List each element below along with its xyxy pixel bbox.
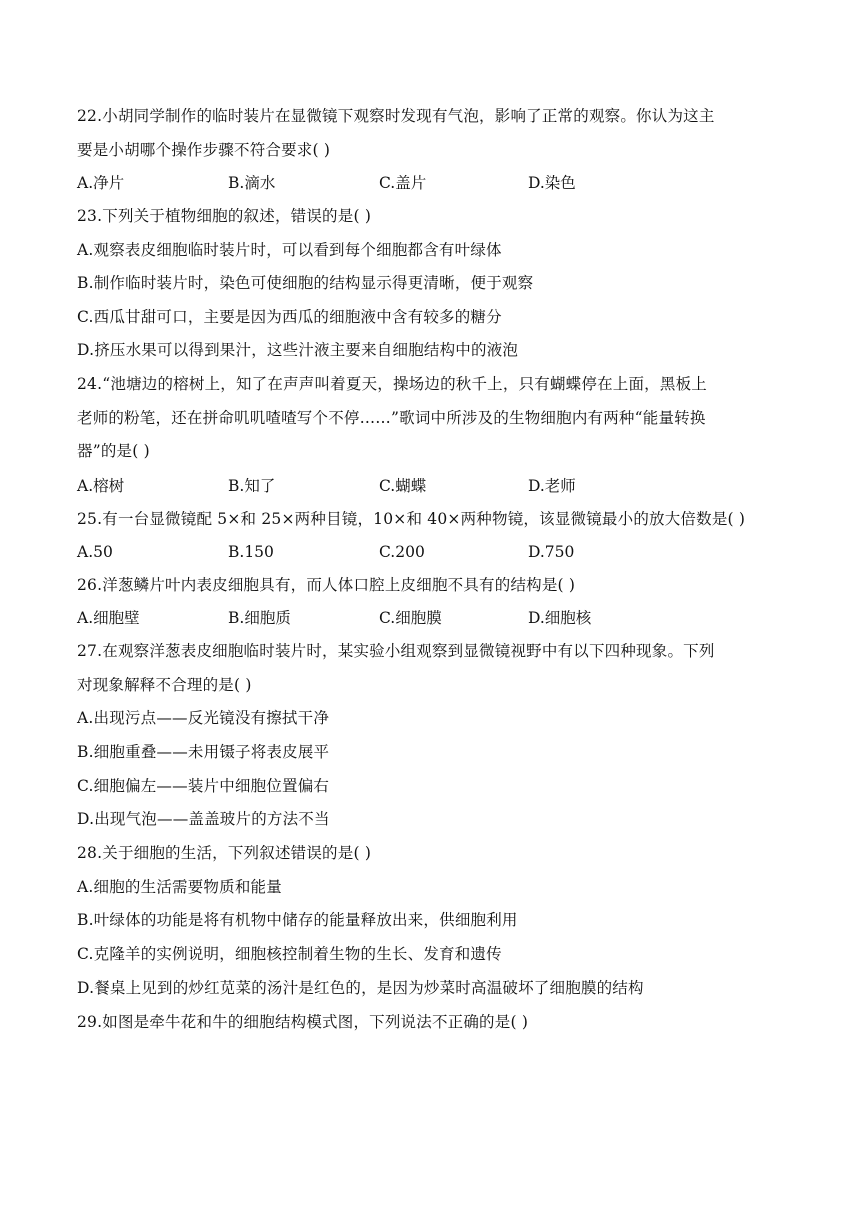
q24-stem-line2: 老师的粉笔，还在拼命叽叽喳喳写个不停……”歌词中所涉及的生物细胞内有两种“能量转换 xyxy=(77,409,706,427)
q25-option-d: D.750 xyxy=(528,543,575,561)
q29-stem: 29.如图是牵牛花和牛的细胞结构模式图，下列说法不正确的是( ) xyxy=(77,1013,529,1031)
q24-option-d: D.老师 xyxy=(528,477,576,495)
q27-option-a: A.出现污点——反光镜没有擦拭干净 xyxy=(77,709,330,727)
q27-stem-line1: 27.在观察洋葱表皮细胞临时装片时，某实验小组观察到显微镜视野中有以下四种现象。下列 xyxy=(77,642,715,660)
q25-stem: 25.有一台显微镜配 5×和 25×两种目镜，10×和 40×两种物镜，该显微镜最小的放大倍数是( ) xyxy=(77,510,746,528)
q24-stem-line1: 24.“池塘边的榕树上，知了在声声叫着夏天，操场边的秋千上，只有蝴蝶停在上面，黑板上 xyxy=(77,375,707,393)
q28-stem: 28.关于细胞的生活，下列叙述错误的是( ) xyxy=(77,844,372,862)
q23-stem: 23.下列关于植物细胞的叙述，错误的是( ) xyxy=(77,207,372,225)
q27-option-c: C.细胞偏左——装片中细胞位置偏右 xyxy=(77,777,330,795)
q26-stem: 26.洋葱鳞片叶内表皮细胞具有，而人体口腔上皮细胞不具有的结构是( ) xyxy=(77,576,576,594)
q27-option-b: B.细胞重叠——未用镊子将表皮展平 xyxy=(77,743,330,761)
q26-option-b: B.细胞质 xyxy=(228,609,291,627)
q24-option-a: A.榕树 xyxy=(77,477,125,495)
q22-stem-line2: 要是小胡哪个操作步骤不符合要求( ) xyxy=(77,141,331,159)
q26-option-a: A.细胞壁 xyxy=(77,609,140,627)
q24-stem-line3: 器”的是( ) xyxy=(77,442,150,460)
q22-option-c: C.盖片 xyxy=(379,174,427,192)
q26-option-c: C.细胞膜 xyxy=(379,609,442,627)
q24-option-b: B.知了 xyxy=(228,477,276,495)
q25-option-c: C.200 xyxy=(379,543,425,561)
q23-option-a: A.观察表皮细胞临时装片时，可以看到每个细胞都含有叶绿体 xyxy=(77,241,502,259)
q23-option-b: B.制作临时装片时，染色可使细胞的结构显示得更清晰，便于观察 xyxy=(77,274,534,292)
q27-stem-line2: 对现象解释不合理的是( ) xyxy=(77,676,252,694)
q22-option-b: B.滴水 xyxy=(228,174,276,192)
q27-option-d: D.出现气泡——盖盖玻片的方法不当 xyxy=(77,810,330,828)
q24-option-c: C.蝴蝶 xyxy=(379,477,427,495)
q28-option-a: A.细胞的生活需要物质和能量 xyxy=(77,878,282,896)
q28-option-c: C.克隆羊的实例说明，细胞核控制着生物的生长、发育和遗传 xyxy=(77,945,502,963)
q23-option-d: D.挤压水果可以得到果汁，这些汁液主要来自细胞结构中的液泡 xyxy=(77,341,519,359)
q25-option-b: B.150 xyxy=(228,543,274,561)
q28-option-d: D.餐桌上见到的炒红苋菜的汤汁是红色的，是因为炒菜时高温破坏了细胞膜的结构 xyxy=(77,979,644,997)
q23-option-c: C.西瓜甘甜可口，主要是因为西瓜的细胞液中含有较多的糖分 xyxy=(77,308,502,326)
q22-option-a: A.净片 xyxy=(77,174,125,192)
q22-option-d: D.染色 xyxy=(528,174,576,192)
q26-option-d: D.细胞核 xyxy=(528,609,592,627)
q25-option-a: A.50 xyxy=(77,543,113,561)
q22-stem-line1: 22.小胡同学制作的临时装片在显微镜下观察时发现有气泡，影响了正常的观察。你认为这主 xyxy=(77,107,715,125)
q28-option-b: B.叶绿体的功能是将有机物中储存的能量释放出来，供细胞利用 xyxy=(77,911,518,929)
